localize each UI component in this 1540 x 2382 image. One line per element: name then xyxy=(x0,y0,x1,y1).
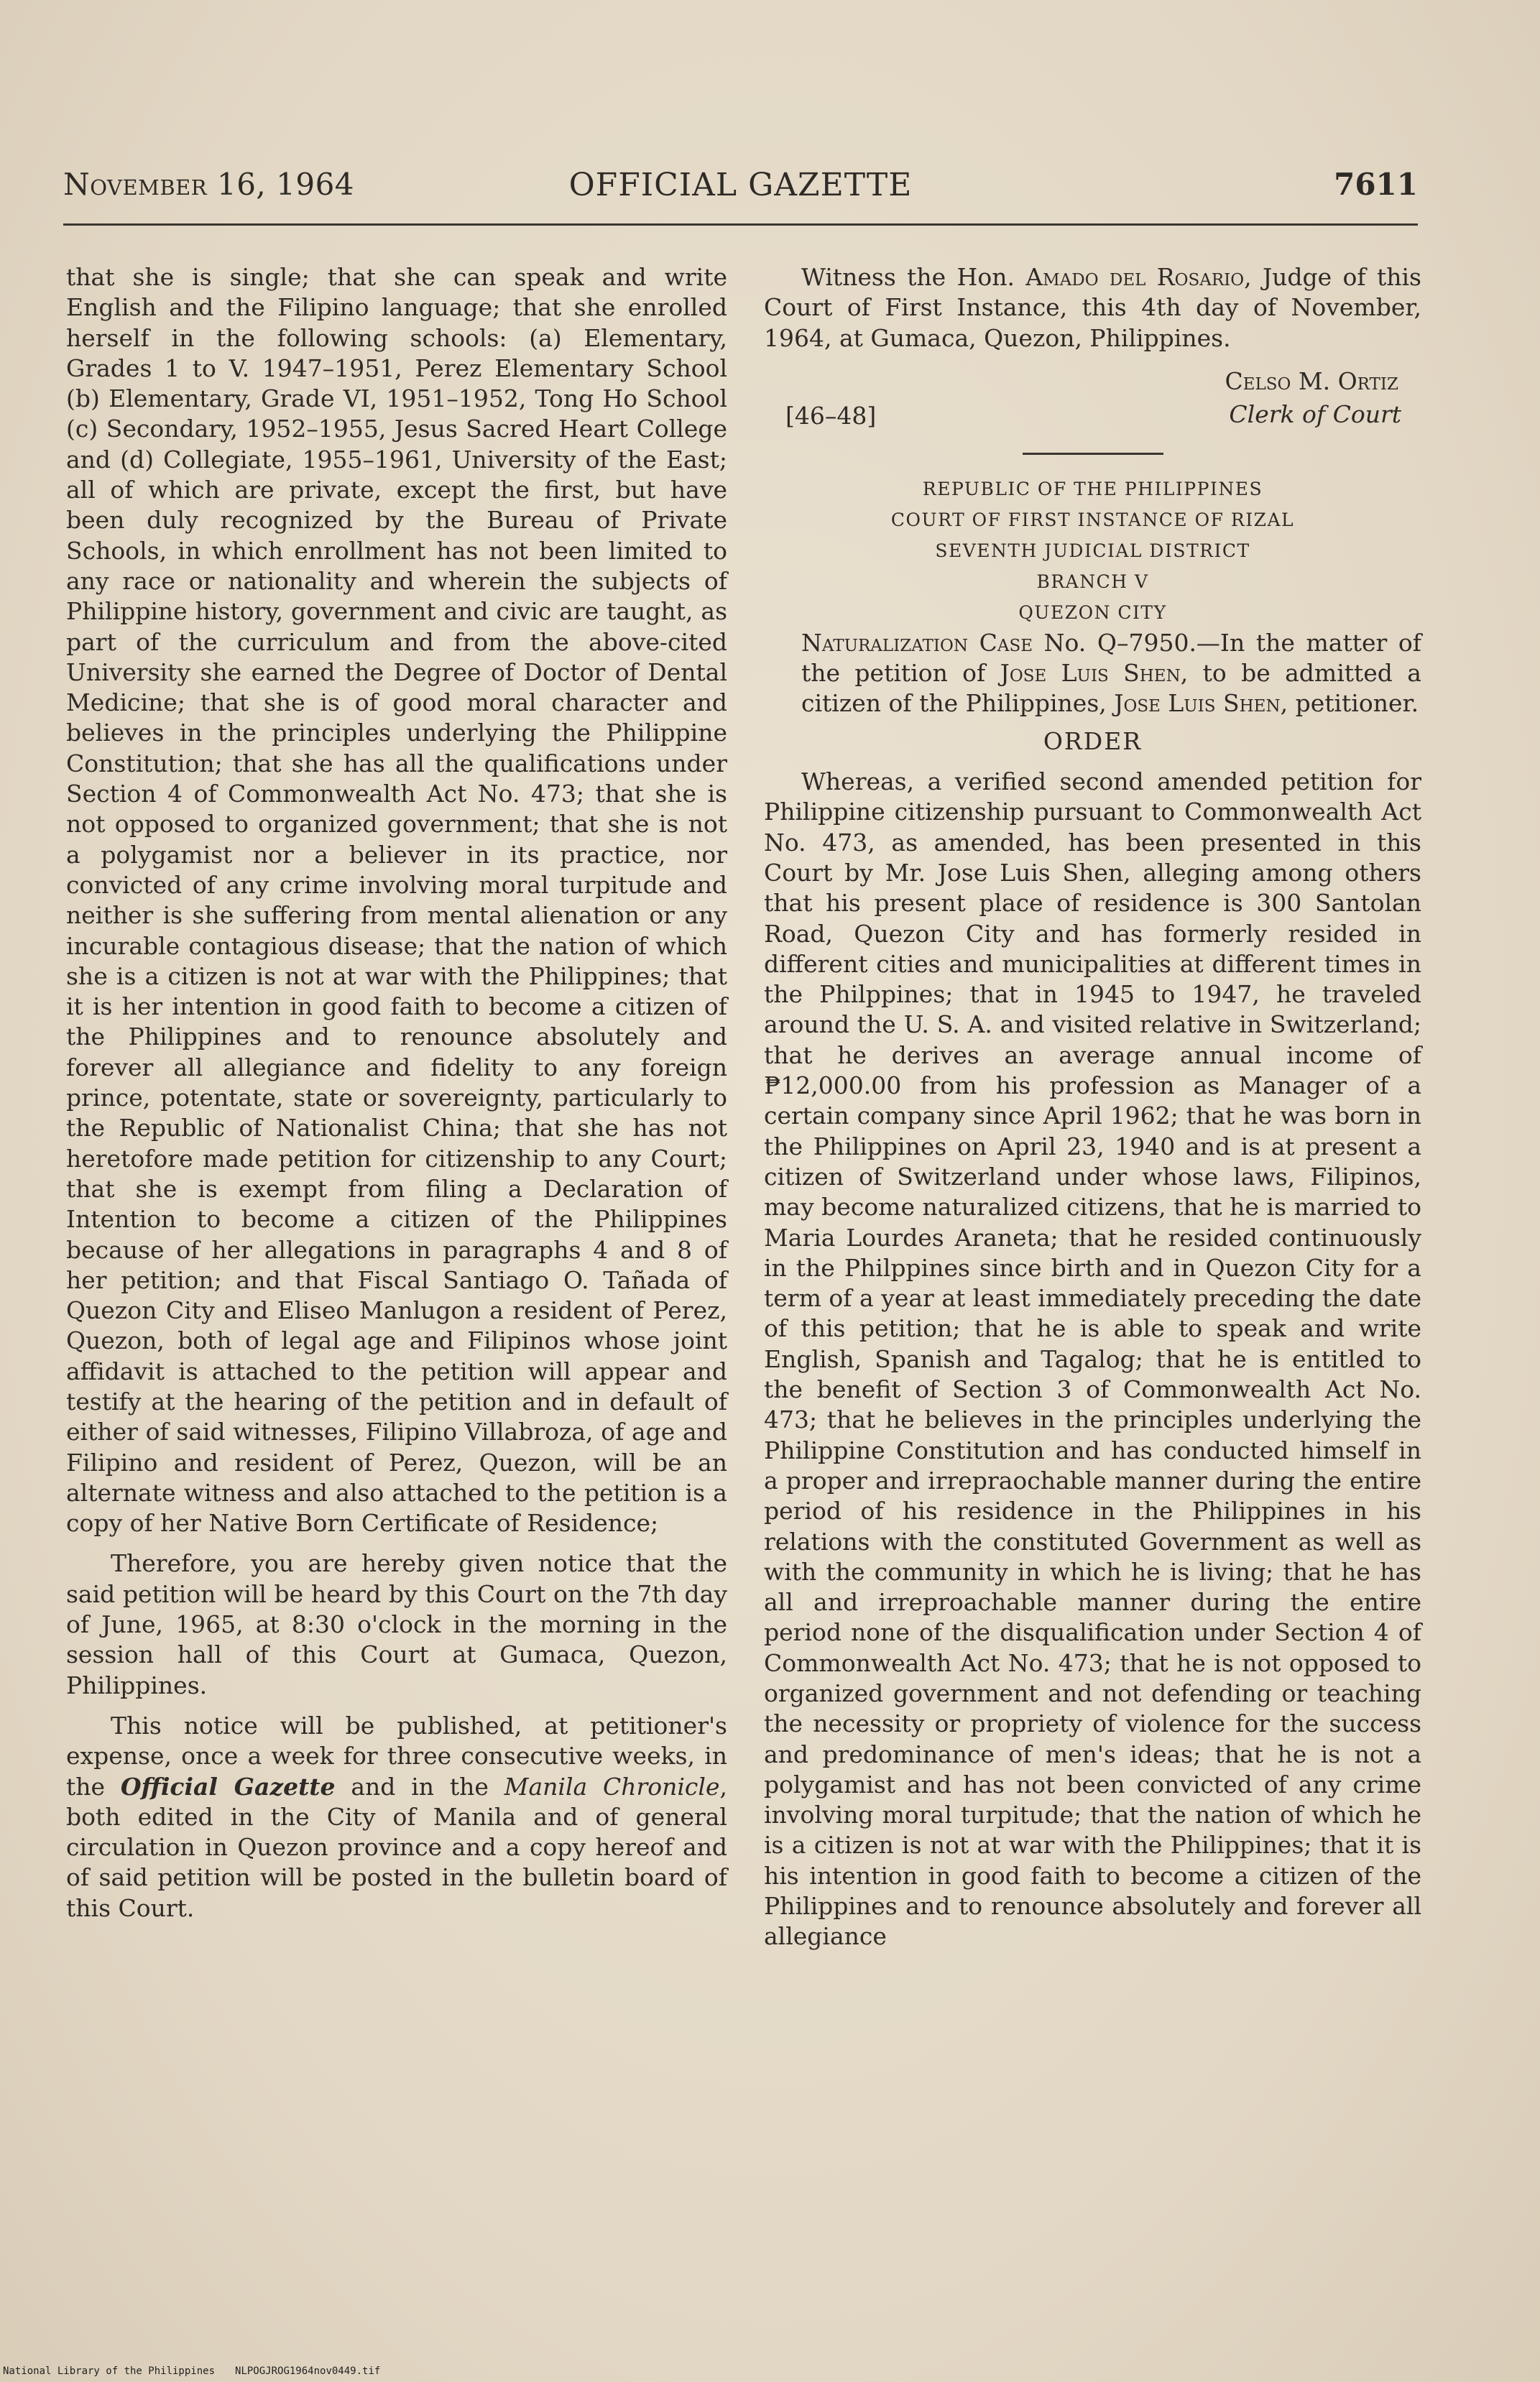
witness-paragraph xyxy=(764,262,1421,354)
clerk-title: Clerk of Court xyxy=(1229,400,1401,428)
publication-title: OFFICIAL GAZETTE xyxy=(568,167,913,203)
header-rule xyxy=(63,223,1418,226)
petitioner-name-repeat: Jose Luis Shen xyxy=(1114,689,1281,718)
publication-text-a: This notice will be published, at petitioner's expense, once a week for three consecutive weeks, in the xyxy=(66,1711,727,1801)
caption-line: REPUBLIC OF THE PHILIPPINES xyxy=(922,478,1263,499)
witness-text-a: Witness the Hon. xyxy=(801,263,1026,291)
scan-footer xyxy=(3,2365,380,2377)
petitioner-name: Jose Luis Shen xyxy=(1000,659,1181,688)
case-text-a: No. Q–7950.—In the matter of the petition of xyxy=(801,628,1422,688)
hearing-notice-paragraph: Therefore, you are hereby given notice that the said petition will be heard by this Court on the 7th day of June, 1965, at 8:30 o'clock in the morning in the session hall of this Court at Gumaca, Quezon, Philippines. xyxy=(66,1549,727,1699)
library-name: National Library of the Philippines xyxy=(3,2365,216,2377)
order-heading: ORDER xyxy=(1043,726,1143,755)
file-id: NLPOGJROG1964nov0449.tif xyxy=(235,2365,381,2377)
case-text-c: , petitioner. xyxy=(1280,689,1419,718)
publication-name-gazette: Official Gazette xyxy=(120,1772,336,1801)
case-text-b: , to be admitted a citizen of the Philippines, xyxy=(801,659,1421,718)
right-column xyxy=(764,262,1421,1952)
judge-name: Amado del Rosario xyxy=(1025,263,1245,291)
caption-line: QUEZON CITY xyxy=(1018,601,1167,623)
left-column xyxy=(66,262,727,1924)
caption-line: COURT OF FIRST INSTANCE OF RIZAL xyxy=(890,509,1295,530)
publication-name-chronicle: Manila Chronicle xyxy=(504,1772,720,1801)
notice-paragraph: that she is single; that she can speak and write English and the Filipino language; that she enrolled herself in the following schools: (a) Elementary, Grades 1 to V. 1947–1951, Perez Elementary School (b) Elementary, Grade VI, 1951–1952, Tong Ho School (c) Secondary, 1952–1955, Jesus Sacred Heart College and (d) Collegiate, 1955–1961, University of the East; all of which are private, except the first, but have been duly recognized by the Bureau of Private Schools, in which enrollment has not been limited to any race or nationality and wherein the subjects of Philippine history, government and civic are taught, as part of the curriculum and from the above-cited University she earned the Degree of Doctor of Dental Medicine; that she is of good moral character and believes in the principles underlying the Philippine Constitution; that she has all the qualifications under Section 4 of Commonwealth Act No. 473; that she is not opposed to organized government; that she is not a polygamist nor a believer in its practice, nor convicted of any crime involving moral turpitude and neither is she suffering from mental alienation or any incurable contagious disease; that the nation of which she is a citizen is not at war with the Philippines; that it is her intention in good faith to become a citizen of the Philippines and to renounce absolutely and forever all allegiance and fidelity to any foreign prince, potentate, state or sovereignty, particularly to the Republic of Nationalist China; that she has not heretofore made petition for citizenship to any Court; that she is exempt from filing a Declaration of Intention to become a citizen of the Philippines because of her allegations in paragraphs 4 and 8 of her petition; and that Fiscal Santiago O. Tañada of Quezon City and Eliseo Manlugon a resident of Perez, Quezon, both of legal age and Filipinos whose joint affidavit is attached to the petition will appear and testify at the hearing of the petition and in default of either of said witnesses, Filipino Villabroza, of age and Filipino and resident of Perez, Quezon, will be an alternate witness and also attached to the petition is a copy of her Native Born Certificate of Residence; xyxy=(66,263,727,1538)
publication-paragraph xyxy=(66,1711,727,1924)
publication-text-c: , both edited in the City of Manila and of general circulation in Quezon province and a copy hereof and of said petition will be posted in the bulletin board of this Court. xyxy=(66,1772,727,1922)
order-body: Whereas, a verified second amended petition for Philippine citizenship pursuant to Commonwealth Act No. 473, as amended, has been presented in this Court by Mr. Jose Luis Shen, alleging among others that his present place of residence is 300 Santolan Road, Quezon City and has formerly resided in different cities and municipalities at different times in the Philppines; that in 1945 to 1947, he traveled around the U. S. A. and visited relative in Switzerland; that he derives an average annual income of ₱12,000.00 from his profession as Manager of a certain company since April 1962; that he was born in the Philippines on April 23, 1940 and is at present a citizen of Switzerland under whose laws, Filipinos, may become naturalized citizens, that he is married to Maria Lourdes Araneta; that he resided continuously in the Philppines since birth and in Quezon City for a term of a year at least immediately preceding the date of this petition; that he is able to speak and write English, Spanish and Tagalog; that he is entitled to the benefit of Section 3 of Commonwealth Act No. 473; that he believes in the principles underlying the Philippine Constitution and has conducted himself in a proper and irrepraochable manner during the entire period of his residence in the Philippines in his relations with the constituted Government as well as with the community in which he is living; that he has all and irreproachable manner during the entire period none of the disqualification under Section 4 of Commonwealth Act No. 473; that he is not opposed to organized government and not defending or teaching the necessity or propriety of violence for the success and predominance of men's ideas; that he is not a polygamist and has not been convicted of any crime involving moral turpitude; that the nation of which he is a citizen is not at war with the Philippines; that it is his intention in good faith to become a citizen of the Philippines and to renounce absolutely and forever all allegiance xyxy=(764,767,1421,1951)
clerk-name: Celso M. Ortiz xyxy=(1225,366,1398,395)
witness-text-b: , Judge of this Court of First Instance, this 4th day of November, 1964, at Gumaca, Quezon, Philippines. xyxy=(764,263,1421,352)
page-number: 7611 xyxy=(1334,167,1418,202)
notice-reference: [46–48] xyxy=(785,401,877,430)
caption-line: SEVENTH JUDICIAL DISTRICT xyxy=(935,540,1250,561)
caption-line: BRANCH V xyxy=(1036,571,1149,592)
publication-text-b: and in the xyxy=(335,1772,504,1801)
section-divider xyxy=(1023,453,1163,455)
issue-date: November 16, 1964 xyxy=(63,167,355,202)
case-label: Naturalization Case xyxy=(801,628,1033,657)
case-title xyxy=(764,628,1421,719)
page-header xyxy=(63,167,1418,210)
court-caption xyxy=(764,474,1421,628)
signature-block xyxy=(764,366,1421,435)
